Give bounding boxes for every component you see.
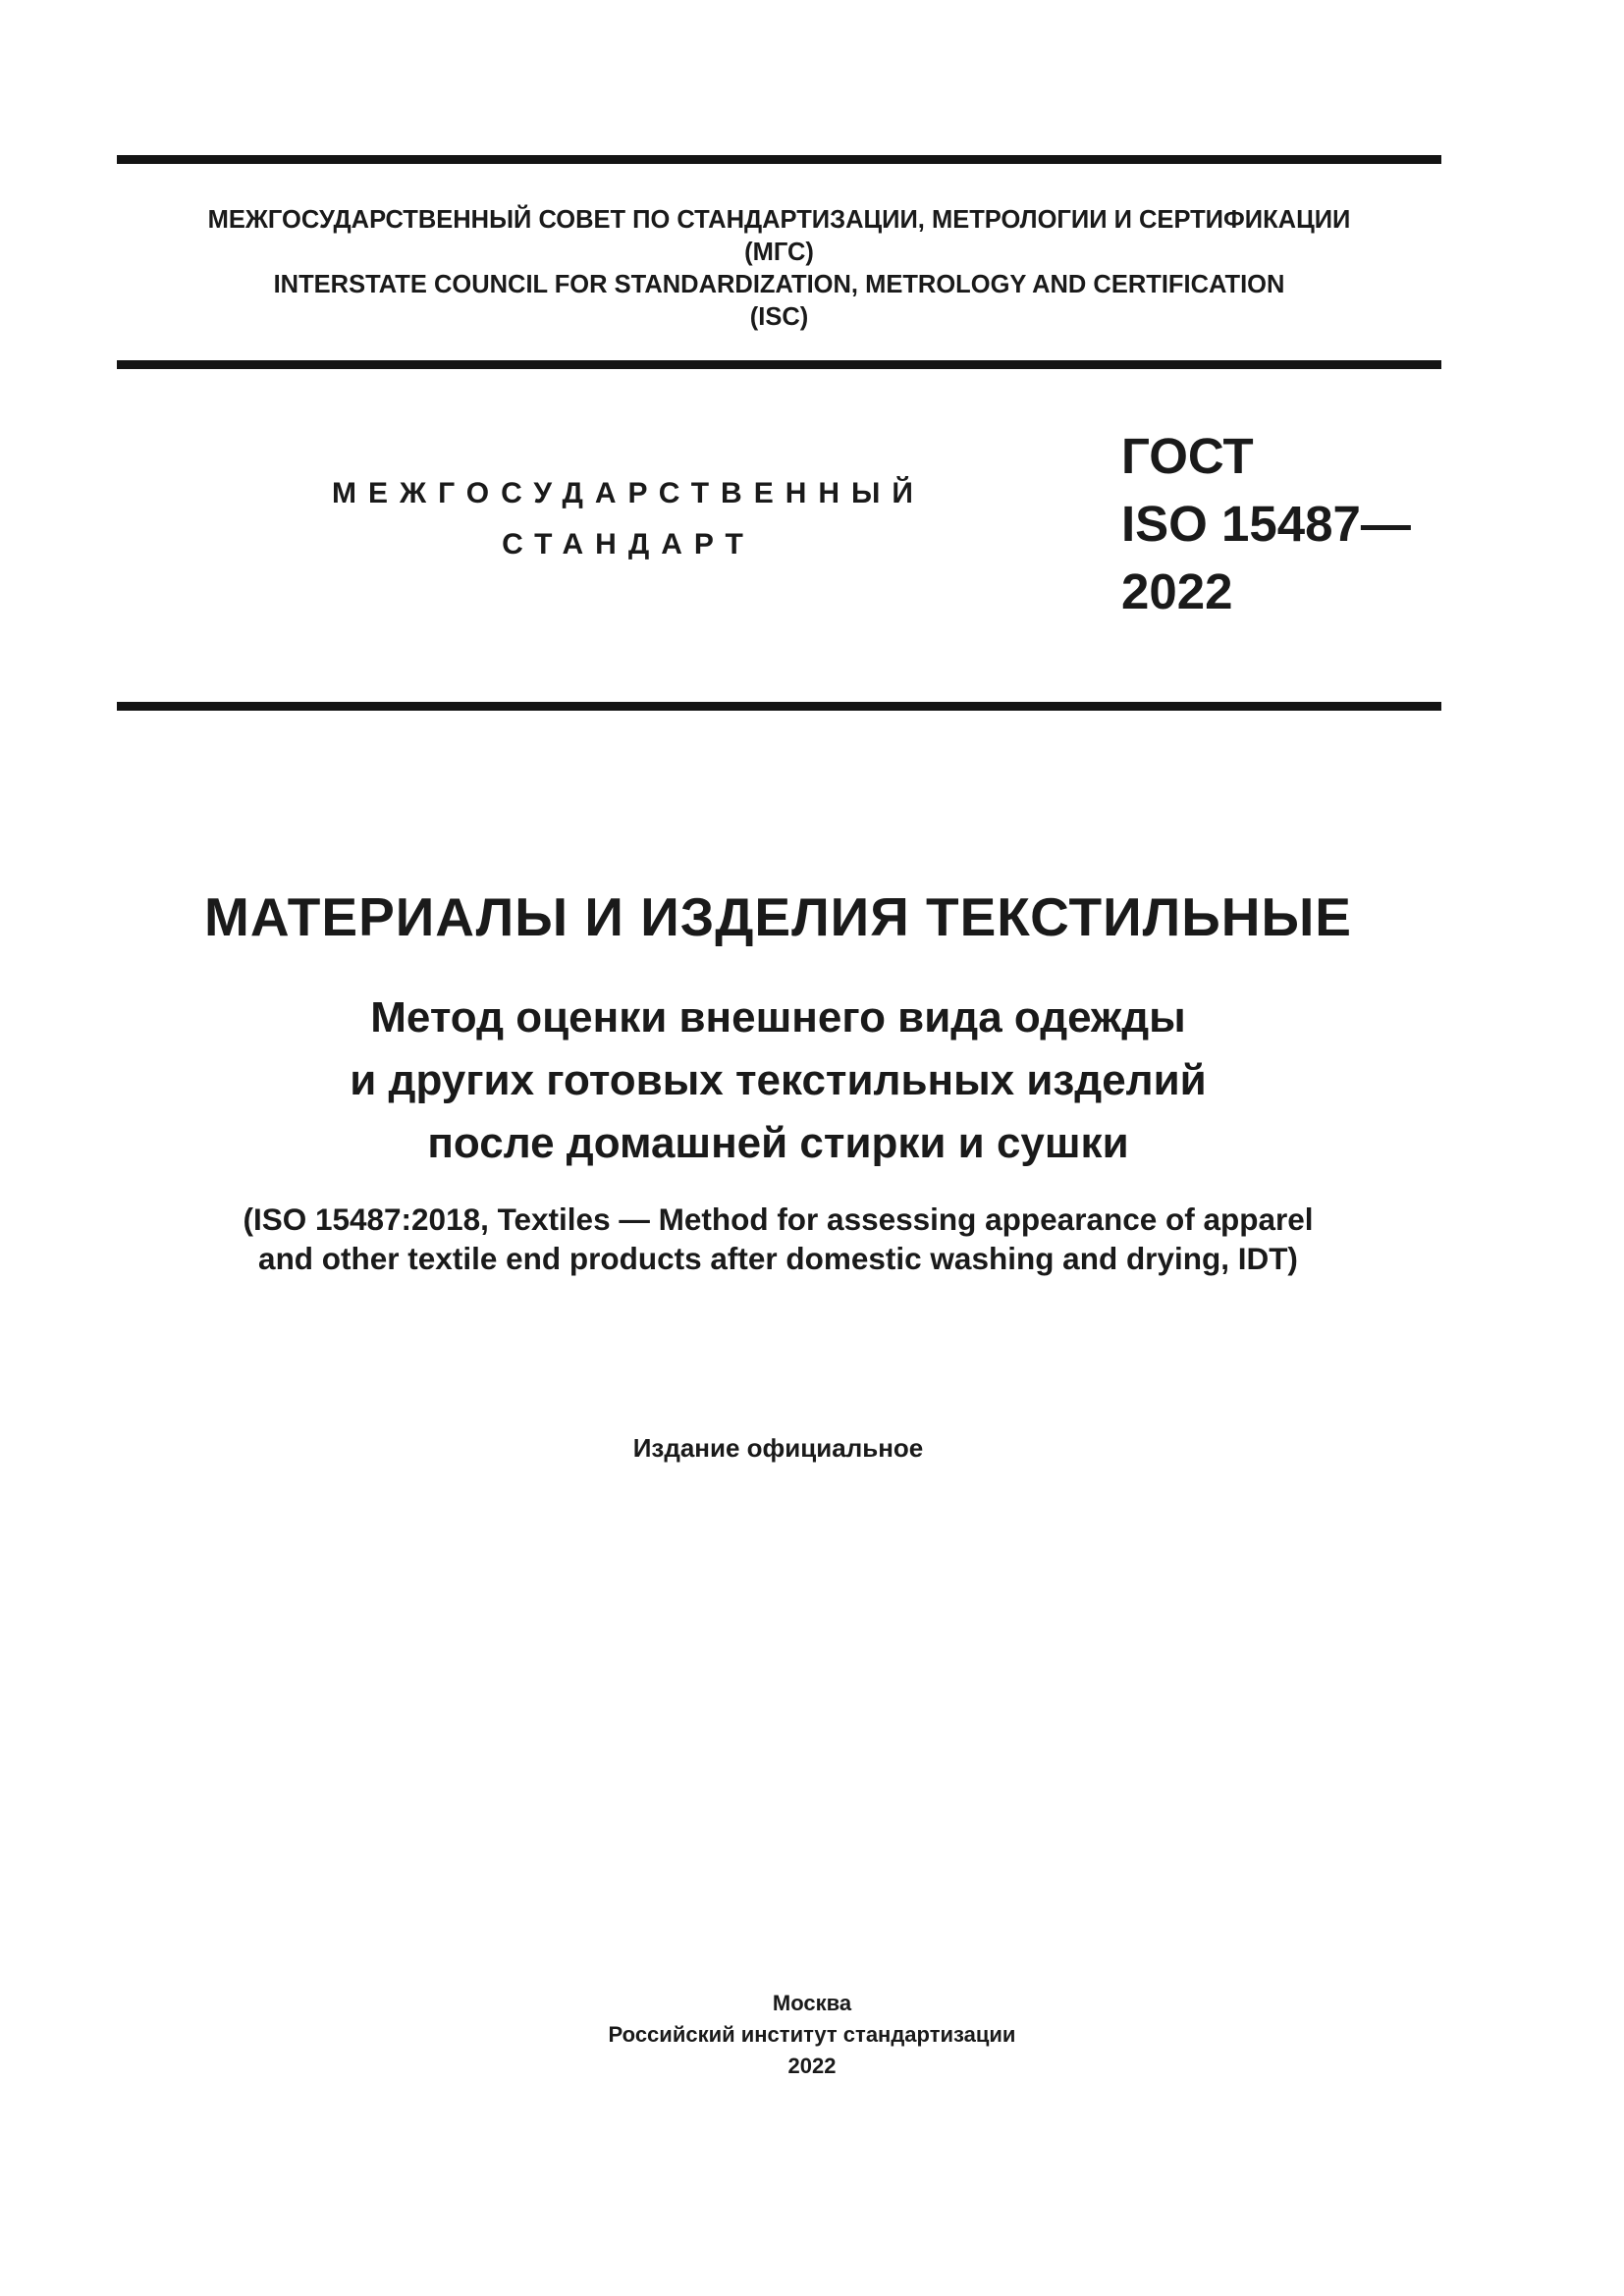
imprint-publisher: Российский институт стандартизации (608, 2022, 1016, 2047)
subtitle-line: и других готовых текстильных изделий (350, 1056, 1207, 1104)
edition-note: Издание официальное (632, 1433, 924, 1463)
standard-designation (1121, 422, 1411, 625)
document-title: МАТЕРИАЛЫ И ИЗДЕЛИЯ ТЕКСТИЛЬНЫЕ (204, 886, 1352, 947)
top-rule (117, 155, 1441, 164)
council-abbr-ru: (МГС) (744, 239, 814, 266)
council-header (117, 204, 1441, 334)
designation-line1: ГОСТ (1121, 428, 1254, 484)
designation-line2: ISO 15487— (1121, 496, 1411, 552)
lower-rule (117, 702, 1441, 711)
standard-kind-line2: СТАНДАРТ (502, 528, 755, 561)
designation-line3: 2022 (1121, 563, 1233, 619)
subtitle-line: Метод оценки внешнего вида одежды (370, 993, 1186, 1041)
imprint-city: Москва (772, 1991, 852, 2015)
iso-reference (0, 1200, 1556, 1278)
subtitle-line: после домашней стирки и сушки (427, 1119, 1129, 1167)
iso-reference-line2: and other textile end products after domestic washing and drying, IDT) (258, 1241, 1298, 1276)
standard-kind-line1: МЕЖГОСУДАРСТВЕННЫЙ (332, 477, 925, 509)
council-name-en: INTERSTATE COUNCIL FOR STANDARDIZATION, METROLOGY AND CERTIFICATION (273, 271, 1285, 298)
imprint (0, 1988, 1624, 2082)
council-name-ru: МЕЖГОСУДАРСТВЕННЫЙ СОВЕТ ПО СТАНДАРТИЗАЦИИ, МЕТРОЛОГИИ И СЕРТИФИКАЦИИ (207, 206, 1351, 234)
middle-rule (117, 360, 1441, 369)
imprint-year: 2022 (787, 2054, 837, 2078)
document-subtitle (0, 987, 1556, 1175)
council-abbr-en: (ISC) (749, 303, 809, 331)
iso-reference-line1: (ISO 15487:2018, Textiles — Method for assessing appearance of apparel (243, 1201, 1314, 1237)
